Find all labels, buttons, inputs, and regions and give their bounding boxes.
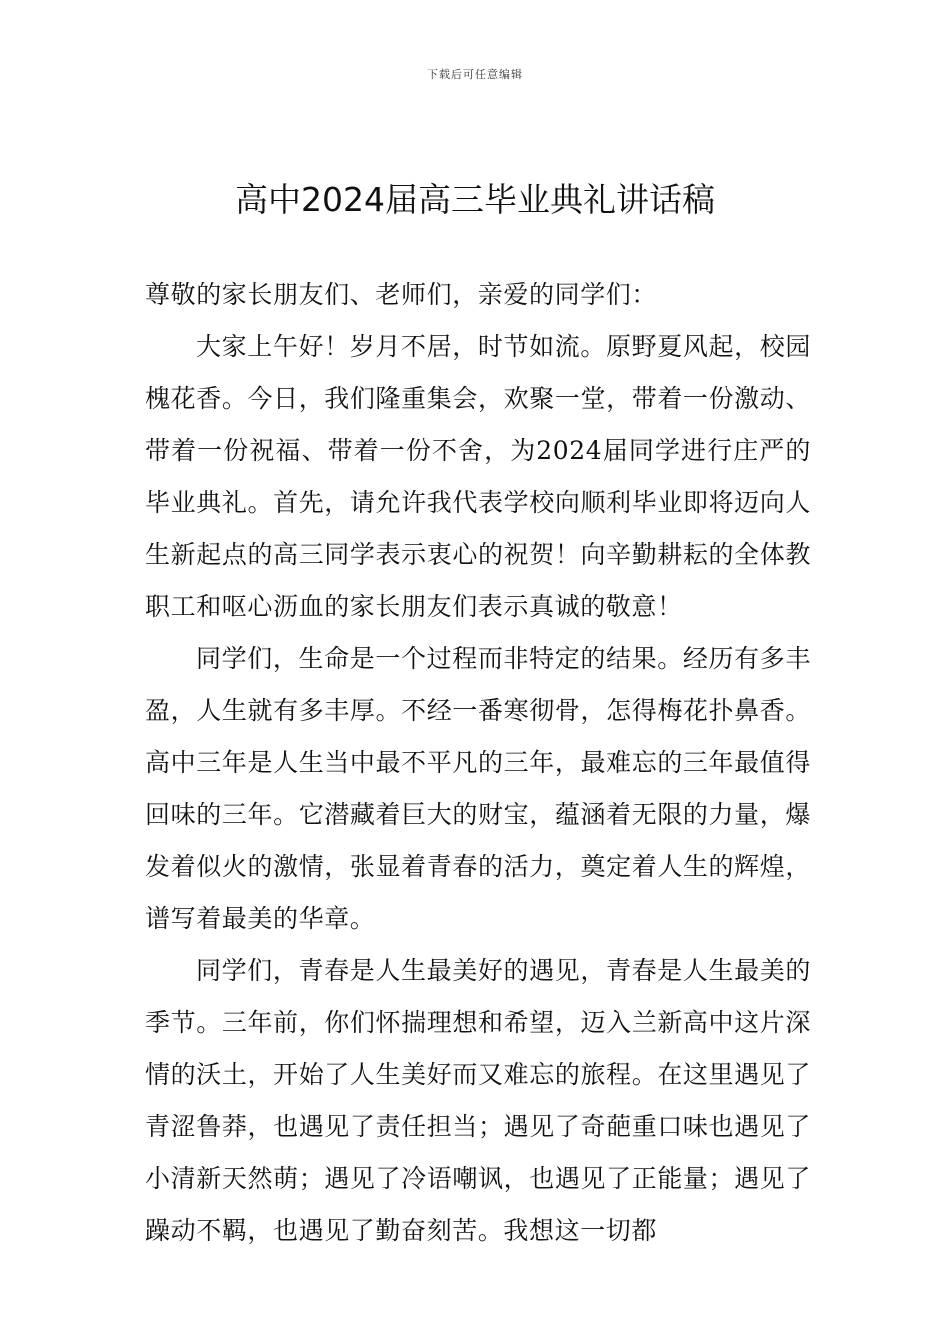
document-body: [145, 269, 811, 1257]
salutation: 尊敬的家长朋友们、老师们，亲爱的同学们：: [145, 280, 658, 309]
document-title: 高中2024届高三毕业典礼讲话稿: [235, 180, 715, 219]
paragraph-life-process: 同学们，生命是一个过程而非特定的结果。经历有多丰盈，人生就有多丰厚。不经一番寒彻骨，怎得梅花扑鼻香。高中三年是人生当中最不平凡的三年，最难忘的三年最值得回味的三年。它潜藏着巨大的财宝，蕴涵着无限的力量，爆发着似火的激情，张显着青春的活力，奠定着人生的辉煌，谱写着最美的华章。: [145, 644, 811, 933]
paragraph-greeting: 大家上午好！岁月不居，时节如流。原野夏风起，校园槐花香。今日，我们隆重集会，欢聚一堂，带着一份激动、带着一份祝福、带着一份不舍，为2024届同学进行庄严的毕业典礼。首先，请允许我代表学校向顺利毕业即将迈向人生新起点的高三同学表示衷心的祝贺！向辛勤耕耘的全体教职工和呕心沥血的家长朋友们表示真诚的敬意！: [145, 332, 811, 621]
paragraph-youth: 同学们，青春是人生最美好的遇见，青春是人生最美的季节。三年前，你们怀揣理想和希望，迈入兰新高中这片深情的沃土，开始了人生美好而又难忘的旅程。在这里遇见了青涩鲁莽，也遇见了责任担当；遇见了奇葩重口味也遇见了小清新天然萌；遇见了冷语嘲讽，也遇见了正能量；遇见了躁动不羁，也遇见了勤奋刻苦。我想这一切都: [145, 956, 811, 1245]
header-note: 下载后可任意编辑: [427, 68, 523, 81]
